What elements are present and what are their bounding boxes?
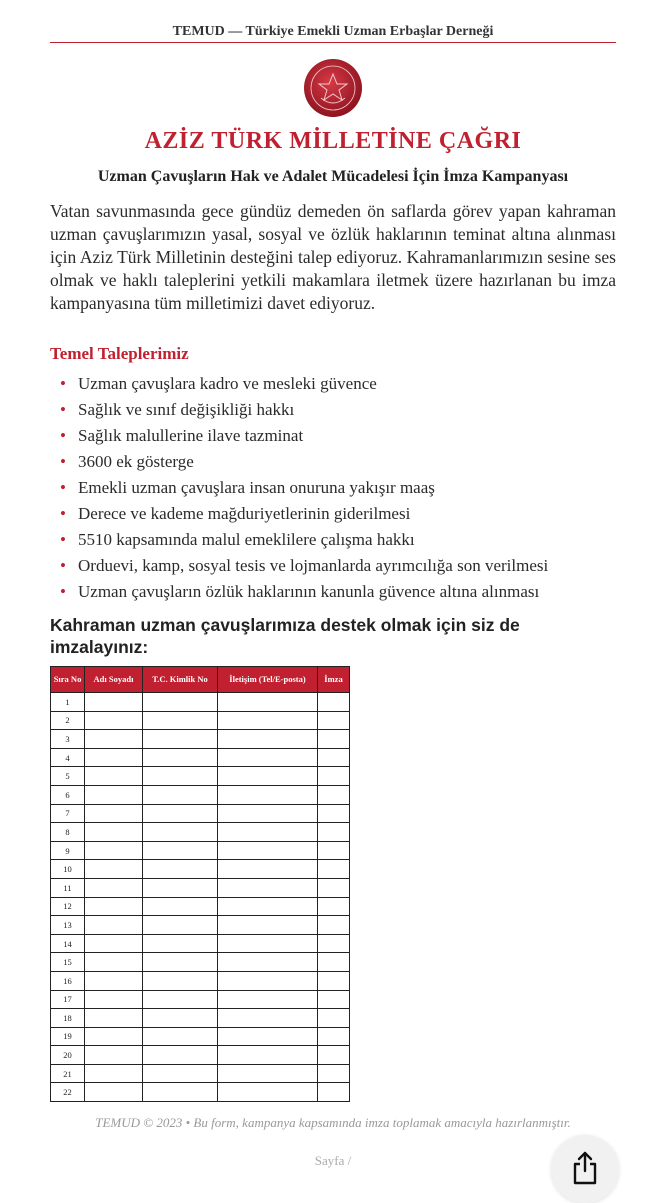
- tc-id-cell[interactable]: [143, 1009, 218, 1028]
- bullet-icon: •: [60, 504, 66, 523]
- column-header-contact: İletişim (Tel/E-posta): [218, 667, 318, 693]
- tc-id-cell[interactable]: [143, 1046, 218, 1065]
- tc-id-cell[interactable]: [143, 804, 218, 823]
- tc-id-cell[interactable]: [143, 1027, 218, 1046]
- row-number: 21: [51, 1064, 85, 1083]
- table-header-row: [51, 667, 350, 693]
- list-item: [50, 449, 630, 475]
- signature-cell[interactable]: [318, 1046, 350, 1065]
- signature-cell[interactable]: [318, 823, 350, 842]
- list-item-text: Uzman çavuşlara kadro ve mesleki güvence: [78, 374, 377, 393]
- contact-cell[interactable]: [218, 693, 318, 712]
- row-number: 12: [51, 897, 85, 916]
- table-row: [51, 767, 350, 786]
- list-item: [50, 527, 630, 553]
- table-row: [51, 730, 350, 749]
- footer-page-number: Sayfa /: [314, 1153, 352, 1168]
- table-row: [51, 990, 350, 1009]
- table-row: [51, 785, 350, 804]
- contact-cell[interactable]: [218, 823, 318, 842]
- page-subtitle: Uzman Çavuşların Hak ve Adalet Mücadelesi İçin İmza Kampanyası: [97, 168, 569, 185]
- tc-id-cell[interactable]: [143, 953, 218, 972]
- name-cell[interactable]: [85, 916, 143, 935]
- signature-cell[interactable]: [318, 860, 350, 879]
- header-org-line: TEMUD — Türkiye Emekli Uzman Erbaşlar Derneği: [172, 24, 494, 39]
- signature-cell[interactable]: [318, 990, 350, 1009]
- name-cell[interactable]: [85, 1064, 143, 1083]
- row-number: 20: [51, 1046, 85, 1065]
- tc-id-cell[interactable]: [143, 693, 218, 712]
- signature-cell[interactable]: [318, 916, 350, 935]
- name-cell[interactable]: [85, 1027, 143, 1046]
- row-number: 16: [51, 971, 85, 990]
- contact-cell[interactable]: [218, 1046, 318, 1065]
- row-number: 14: [51, 934, 85, 953]
- table-row: [51, 711, 350, 730]
- intro-paragraph: Vatan savunmasında gece gündüz demeden ön saflarda görev yapan kahraman uzman çavuşlarımızın yasal, sosyal ve özlük haklarının teminat altına alınması için Aziz Türk Milletinin desteğini talep ediyoruz. Kahramanlarımızın sesine ses olmak ve haklı taleplerini yetkili makamlara iletmek üzere hazırlanan bu imza kampanyasına tüm milletimizi davet ediyoruz.: [50, 201, 616, 313]
- demands-heading: Temel Taleplerimiz: [50, 344, 189, 363]
- list-item-text: Uzman çavuşların özlük haklarının kanunla güvence altına alınması: [78, 582, 540, 601]
- list-item: [50, 423, 630, 449]
- row-number: 5: [51, 767, 85, 786]
- row-number: 1: [51, 693, 85, 712]
- table-row: [51, 823, 350, 842]
- name-cell[interactable]: [85, 878, 143, 897]
- table-row: [51, 934, 350, 953]
- tc-id-cell[interactable]: [143, 1083, 218, 1102]
- table-row: [51, 1027, 350, 1046]
- contact-cell[interactable]: [218, 878, 318, 897]
- name-cell[interactable]: [85, 990, 143, 1009]
- tc-id-cell[interactable]: [143, 730, 218, 749]
- row-number: 4: [51, 748, 85, 767]
- contact-cell[interactable]: [218, 934, 318, 953]
- row-number: 17: [51, 990, 85, 1009]
- contact-cell[interactable]: [218, 1064, 318, 1083]
- name-cell[interactable]: [85, 953, 143, 972]
- signature-cell[interactable]: [318, 748, 350, 767]
- table-row: [51, 971, 350, 990]
- signature-cell[interactable]: [318, 841, 350, 860]
- list-item-text: Sağlık ve sınıf değişikliği hakkı: [78, 400, 295, 419]
- name-cell[interactable]: [85, 785, 143, 804]
- list-item: [50, 553, 630, 579]
- contact-cell[interactable]: [218, 990, 318, 1009]
- row-number: 19: [51, 1027, 85, 1046]
- bullet-icon: •: [60, 582, 66, 601]
- contact-cell[interactable]: [218, 971, 318, 990]
- row-number: 13: [51, 916, 85, 935]
- row-number: 15: [51, 953, 85, 972]
- list-item: [50, 579, 630, 605]
- tc-id-cell[interactable]: [143, 711, 218, 730]
- signature-call-text: Kahraman uzman çavuşlarımıza destek olmak için siz de imzalayınız:: [50, 615, 520, 657]
- name-cell[interactable]: [85, 1083, 143, 1102]
- bullet-icon: •: [60, 374, 66, 393]
- list-item: [50, 475, 630, 501]
- column-header-signature: İmza: [318, 667, 350, 693]
- bullet-icon: •: [60, 478, 66, 497]
- table-body: [51, 693, 350, 1102]
- bullet-icon: •: [60, 530, 66, 549]
- tc-id-cell[interactable]: [143, 823, 218, 842]
- temud-emblem-icon: [303, 58, 363, 118]
- tc-id-cell[interactable]: [143, 1064, 218, 1083]
- list-item-text: Emekli uzman çavuşlara insan onuruna yakışır maaş: [78, 478, 435, 497]
- contact-cell[interactable]: [218, 860, 318, 879]
- signature-cell[interactable]: [318, 1027, 350, 1046]
- table-row: [51, 693, 350, 712]
- signature-cell[interactable]: [318, 878, 350, 897]
- table-row: [51, 878, 350, 897]
- signature-cell[interactable]: [318, 711, 350, 730]
- column-header-no: Sıra No: [51, 667, 85, 693]
- list-item-text: 3600 ek gösterge: [78, 452, 194, 471]
- contact-cell[interactable]: [218, 897, 318, 916]
- list-item-text: Orduevi, kamp, sosyal tesis ve lojmanlarda ayrımcılığa son verilmesi: [78, 556, 549, 575]
- table-row: [51, 804, 350, 823]
- signature-cell[interactable]: [318, 785, 350, 804]
- footer-note: TEMUD © 2023 • Bu form, kampanya kapsamında imza toplamak amacıyla hazırlanmıştır.: [95, 1115, 571, 1130]
- signature-cell[interactable]: [318, 767, 350, 786]
- signature-cell[interactable]: [318, 953, 350, 972]
- header-divider: [50, 42, 616, 43]
- bullet-icon: •: [60, 452, 66, 471]
- row-number: 6: [51, 785, 85, 804]
- row-number: 22: [51, 1083, 85, 1102]
- bullet-icon: •: [60, 426, 66, 445]
- name-cell[interactable]: [85, 823, 143, 842]
- name-cell[interactable]: [85, 1046, 143, 1065]
- tc-id-cell[interactable]: [143, 934, 218, 953]
- list-item-text: 5510 kapsamında malul emeklilere çalışma hakkı: [78, 530, 415, 549]
- list-item-text: Derece ve kademe mağduriyetlerinin giderilmesi: [78, 504, 411, 523]
- contact-cell[interactable]: [218, 785, 318, 804]
- signature-table: [50, 666, 350, 1102]
- bullet-icon: •: [60, 556, 66, 575]
- list-item: [50, 371, 630, 397]
- name-cell[interactable]: [85, 841, 143, 860]
- contact-cell[interactable]: [218, 953, 318, 972]
- table-row: [51, 1046, 350, 1065]
- row-number: 2: [51, 711, 85, 730]
- table-row: [51, 1083, 350, 1102]
- contact-cell[interactable]: [218, 711, 318, 730]
- tc-id-cell[interactable]: [143, 860, 218, 879]
- contact-cell[interactable]: [218, 804, 318, 823]
- tc-id-cell[interactable]: [143, 990, 218, 1009]
- contact-cell[interactable]: [218, 916, 318, 935]
- demands-list: [50, 371, 630, 605]
- share-button[interactable]: [551, 1135, 619, 1203]
- name-cell[interactable]: [85, 693, 143, 712]
- table-row: [51, 1064, 350, 1083]
- table-row: [51, 841, 350, 860]
- tc-id-cell[interactable]: [143, 878, 218, 897]
- share-icon: [571, 1151, 599, 1185]
- tc-id-cell[interactable]: [143, 841, 218, 860]
- list-item: [50, 501, 630, 527]
- name-cell[interactable]: [85, 897, 143, 916]
- name-cell[interactable]: [85, 860, 143, 879]
- page-title: AZİZ TÜRK MİLLETİNE ÇAĞRI: [144, 128, 522, 154]
- table-row: [51, 860, 350, 879]
- contact-cell[interactable]: [218, 841, 318, 860]
- name-cell[interactable]: [85, 804, 143, 823]
- column-header-name: Adı Soyadı: [85, 667, 143, 693]
- signature-cell[interactable]: [318, 897, 350, 916]
- name-cell[interactable]: [85, 934, 143, 953]
- row-number: 11: [51, 878, 85, 897]
- row-number: 8: [51, 823, 85, 842]
- tc-id-cell[interactable]: [143, 897, 218, 916]
- table-row: [51, 748, 350, 767]
- tc-id-cell[interactable]: [143, 748, 218, 767]
- tc-id-cell[interactable]: [143, 785, 218, 804]
- signature-cell[interactable]: [318, 804, 350, 823]
- contact-cell[interactable]: [218, 1083, 318, 1102]
- tc-id-cell[interactable]: [143, 767, 218, 786]
- signature-cell[interactable]: [318, 971, 350, 990]
- table-row: [51, 953, 350, 972]
- name-cell[interactable]: [85, 971, 143, 990]
- contact-cell[interactable]: [218, 730, 318, 749]
- row-number: 3: [51, 730, 85, 749]
- signature-cell[interactable]: [318, 730, 350, 749]
- contact-cell[interactable]: [218, 1027, 318, 1046]
- row-number: 18: [51, 1009, 85, 1028]
- column-header-tc-id: T.C. Kimlik No: [143, 667, 218, 693]
- name-cell[interactable]: [85, 748, 143, 767]
- row-number: 7: [51, 804, 85, 823]
- row-number: 9: [51, 841, 85, 860]
- table-row: [51, 1009, 350, 1028]
- tc-id-cell[interactable]: [143, 916, 218, 935]
- tc-id-cell[interactable]: [143, 971, 218, 990]
- contact-cell[interactable]: [218, 767, 318, 786]
- row-number: 10: [51, 860, 85, 879]
- signature-cell[interactable]: [318, 1009, 350, 1028]
- bullet-icon: •: [60, 400, 66, 419]
- name-cell[interactable]: [85, 1009, 143, 1028]
- signature-cell[interactable]: [318, 1064, 350, 1083]
- list-item-text: Sağlık malullerine ilave tazminat: [78, 426, 304, 445]
- name-cell[interactable]: [85, 711, 143, 730]
- signature-cell[interactable]: [318, 1083, 350, 1102]
- table-row: [51, 897, 350, 916]
- signature-cell[interactable]: [318, 693, 350, 712]
- list-item: [50, 397, 630, 423]
- name-cell[interactable]: [85, 730, 143, 749]
- name-cell[interactable]: [85, 767, 143, 786]
- table-row: [51, 916, 350, 935]
- contact-cell[interactable]: [218, 748, 318, 767]
- contact-cell[interactable]: [218, 1009, 318, 1028]
- signature-cell[interactable]: [318, 934, 350, 953]
